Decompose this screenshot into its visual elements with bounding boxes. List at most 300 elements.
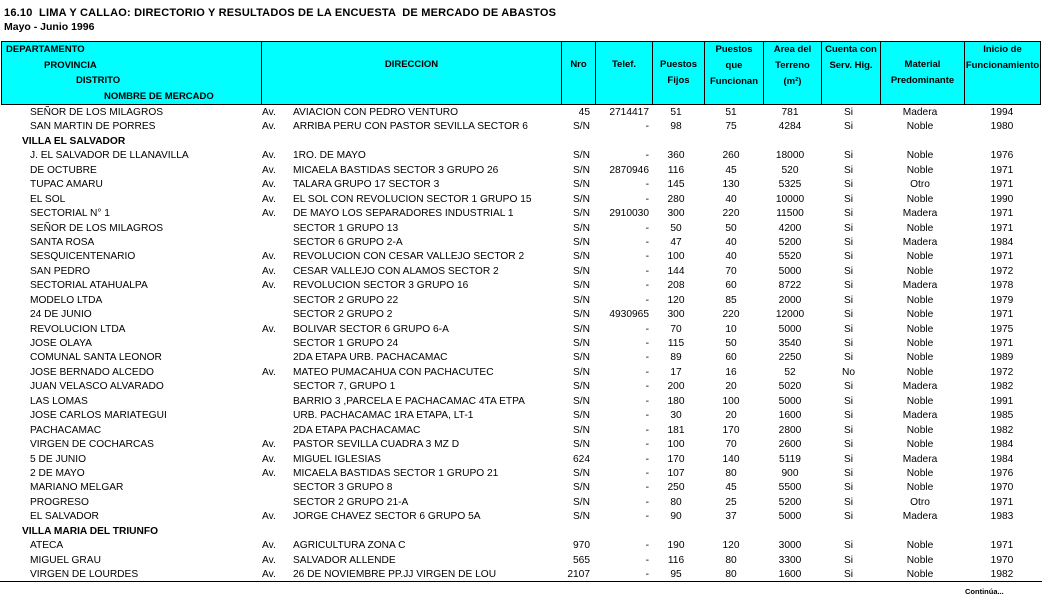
cell-av: Av. bbox=[262, 366, 276, 378]
cell-pq: 130 bbox=[722, 179, 740, 191]
cell-av: Av. bbox=[262, 280, 276, 292]
cell-pq: 75 bbox=[725, 121, 737, 133]
cell-name: LAS LOMAS bbox=[30, 395, 88, 407]
cell-ini: 1982 bbox=[990, 569, 1014, 580]
cell-cs: Si bbox=[843, 496, 854, 508]
cell-mat: Noble bbox=[906, 265, 934, 277]
cell-dir: SECTOR 1 GRUPO 24 bbox=[293, 338, 399, 349]
cell-mat: Noble bbox=[906, 424, 934, 436]
cell-nro: 624 bbox=[573, 453, 590, 465]
cell-name: SANTA ROSA bbox=[30, 236, 95, 248]
cell-area: 5200 bbox=[778, 496, 802, 508]
cell-dir: SECTOR 7, GRUPO 1 bbox=[293, 381, 396, 393]
cell-cs: Si bbox=[843, 540, 854, 552]
cell-area: 5000 bbox=[778, 265, 802, 277]
cell-name: MARIANO MELGAR bbox=[30, 482, 124, 494]
cell-area: 2000 bbox=[778, 294, 802, 306]
cell-name: PROGRESO bbox=[30, 496, 89, 508]
cell-ini: 1984 bbox=[990, 439, 1014, 451]
header-nombre-mercado: NOMBRE DE MERCADO bbox=[104, 91, 214, 102]
cell-pq: 70 bbox=[725, 265, 737, 277]
cell-nro: S/N bbox=[573, 381, 590, 393]
cell-mat: Madera bbox=[902, 107, 938, 118]
header-direccion: DIRECCION bbox=[261, 42, 561, 104]
cell-ini: 1971 bbox=[990, 208, 1014, 220]
cell-area: 2250 bbox=[778, 352, 802, 364]
cell-dir: MATEO PUMACAHUA CON PACHACUTEC bbox=[293, 366, 494, 378]
cell-tel: - bbox=[645, 193, 649, 205]
cell-area: 10000 bbox=[775, 193, 805, 205]
cell-tel: - bbox=[645, 179, 649, 191]
cell-av: Av. bbox=[262, 554, 276, 566]
cell-nro: S/N bbox=[573, 482, 590, 494]
cell-dir: MIGUEL IGLESIAS bbox=[293, 453, 381, 465]
cell-cs: Si bbox=[843, 352, 854, 364]
cell-cs: No bbox=[841, 366, 856, 378]
cell-cs: Si bbox=[843, 554, 854, 566]
cell-ini: 1971 bbox=[990, 338, 1014, 349]
cell-pf: 116 bbox=[667, 164, 685, 176]
cell-pf: 89 bbox=[670, 352, 682, 364]
cell-nro: S/N bbox=[573, 338, 590, 349]
cell-dir: CESAR VALLEJO CON ALAMOS SECTOR 2 bbox=[293, 265, 499, 277]
cell-cs: Si bbox=[843, 338, 854, 349]
cell-mat: Noble bbox=[906, 540, 934, 552]
cell-dir: MICAELA BASTIDAS SECTOR 1 GRUPO 21 bbox=[293, 467, 499, 479]
cell-mat: Noble bbox=[906, 150, 934, 162]
cell-cs: Si bbox=[843, 164, 854, 176]
cell-tel: - bbox=[645, 395, 649, 407]
cell-nro: S/N bbox=[573, 193, 590, 205]
cell-ini: 1971 bbox=[990, 309, 1014, 321]
cell-tel: - bbox=[645, 467, 649, 479]
cell-pq: 70 bbox=[725, 439, 737, 451]
cell-pf: 181 bbox=[667, 424, 685, 436]
cell-pq: 170 bbox=[722, 424, 740, 436]
cell-tel: - bbox=[645, 381, 649, 393]
cell-ini: 1971 bbox=[990, 164, 1014, 176]
cell-area: 1600 bbox=[778, 569, 802, 580]
cell-nro: 45 bbox=[578, 107, 590, 118]
table-row bbox=[0, 207, 1042, 221]
cell-name: COMUNAL SANTA LEONOR bbox=[30, 352, 162, 364]
cell-ini: 1972 bbox=[990, 265, 1014, 277]
cell-pf: 95 bbox=[670, 569, 682, 580]
cell-cs: Si bbox=[843, 439, 854, 451]
cell-ini: 1970 bbox=[990, 482, 1014, 494]
cell-pf: 250 bbox=[667, 482, 685, 494]
cell-name: EL SOL bbox=[30, 193, 66, 205]
cell-area: 4284 bbox=[778, 121, 802, 133]
cell-mat: Noble bbox=[906, 569, 934, 580]
header-departamento: DEPARTAMENTO bbox=[6, 44, 85, 55]
cell-pf: 120 bbox=[667, 294, 685, 306]
cell-pf: 300 bbox=[667, 309, 685, 321]
cell-cs: Si bbox=[843, 381, 854, 393]
cell-dir: SECTOR 2 GRUPO 2 bbox=[293, 309, 393, 321]
cell-nro: S/N bbox=[573, 164, 590, 176]
cell-av: Av. bbox=[262, 467, 276, 479]
cell-name: SEÑOR DE LOS MILAGROS bbox=[30, 222, 164, 234]
cell-pf: 17 bbox=[670, 366, 682, 378]
cell-name: JOSE OLAYA bbox=[30, 338, 92, 349]
cell-pf: 30 bbox=[670, 410, 682, 422]
cell-nro: S/N bbox=[573, 410, 590, 422]
cell-ini: 1971 bbox=[990, 496, 1014, 508]
cell-area: 12000 bbox=[775, 309, 805, 321]
cell-cs: Si bbox=[843, 280, 854, 292]
cell-tel: - bbox=[645, 222, 649, 234]
cell-pq: 40 bbox=[725, 193, 737, 205]
cell-pf: 116 bbox=[667, 554, 685, 566]
cell-mat: Noble bbox=[906, 395, 934, 407]
cell-area: 781 bbox=[781, 107, 799, 118]
cell-pf: 50 bbox=[670, 222, 682, 234]
cell-tel: - bbox=[645, 323, 649, 335]
cell-mat: Noble bbox=[906, 352, 934, 364]
cell-name: SECTORIAL N° 1 bbox=[30, 208, 110, 220]
cell-mat: Noble bbox=[906, 164, 934, 176]
cell-pf: 98 bbox=[670, 121, 682, 133]
cell-mat: Madera bbox=[902, 381, 938, 393]
cell-pf: 170 bbox=[667, 453, 685, 465]
cell-pq: 80 bbox=[725, 467, 737, 479]
report-subtitle: Mayo - Junio 1996 bbox=[4, 21, 95, 33]
cell-nro: S/N bbox=[573, 424, 590, 436]
cell-nro: S/N bbox=[573, 294, 590, 306]
cell-area: 2600 bbox=[778, 439, 802, 451]
cell-pq: 10 bbox=[725, 323, 737, 335]
cell-tel: - bbox=[645, 540, 649, 552]
cell-nro: S/N bbox=[573, 496, 590, 508]
cell-area: 18000 bbox=[775, 150, 805, 162]
cell-pf: 360 bbox=[667, 150, 685, 162]
table-header bbox=[1, 41, 1041, 105]
cell-dir: DE MAYO LOS SEPARADORES INDUSTRIAL 1 bbox=[293, 208, 514, 220]
cell-av: Av. bbox=[262, 179, 276, 191]
cell-dir: SECTOR 3 GRUPO 8 bbox=[293, 482, 393, 494]
header-telef: Telef. bbox=[595, 42, 652, 104]
cell-cs: Si bbox=[843, 236, 854, 248]
cell-name: SAN PEDRO bbox=[30, 265, 91, 277]
cell-name: MIGUEL GRAU bbox=[30, 554, 101, 566]
cell-cs: Si bbox=[843, 251, 854, 263]
header-puestos-fijos: Puestos Fijos bbox=[652, 42, 704, 104]
cell-dir: SECTOR 1 GRUPO 13 bbox=[293, 222, 399, 234]
cell-tel: - bbox=[645, 554, 649, 566]
cell-cs: Si bbox=[843, 569, 854, 580]
cell-pq: 60 bbox=[725, 352, 737, 364]
table-row bbox=[0, 149, 1042, 163]
cell-nro: S/N bbox=[573, 395, 590, 407]
cell-cs: Si bbox=[843, 511, 854, 523]
cell-ini: 1980 bbox=[990, 121, 1014, 133]
cell-dir: 1RO. DE MAYO bbox=[293, 150, 366, 162]
cell-nro: 970 bbox=[573, 540, 590, 552]
cell-pq: 60 bbox=[725, 280, 737, 292]
cell-area: 5325 bbox=[778, 179, 802, 191]
cell-av: Av. bbox=[262, 251, 276, 263]
cell-pq: 40 bbox=[725, 236, 737, 248]
cell-tel: - bbox=[645, 569, 649, 580]
cell-dir: AVIACION CON PEDRO VENTURO bbox=[293, 107, 459, 118]
cell-area: 4200 bbox=[778, 222, 802, 234]
table-row bbox=[0, 178, 1042, 192]
cell-mat: Noble bbox=[906, 482, 934, 494]
cell-av: Av. bbox=[262, 208, 276, 220]
cell-mat: Otro bbox=[910, 179, 930, 191]
cell-dir: PASTOR SEVILLA CUADRA 3 MZ D bbox=[293, 439, 460, 451]
table-row bbox=[0, 380, 1042, 394]
header-area-terreno: Area del Terreno (m²) bbox=[763, 42, 821, 104]
cell-nro: 565 bbox=[573, 554, 590, 566]
cell-ini: 1971 bbox=[990, 251, 1014, 263]
cell-tel: 2870946 bbox=[609, 164, 649, 176]
table-row bbox=[0, 222, 1042, 236]
cell-av: Av. bbox=[262, 150, 276, 162]
cell-pq: 25 bbox=[725, 496, 737, 508]
header-nro: Nro bbox=[561, 42, 595, 104]
cell-ini: 1983 bbox=[990, 511, 1014, 523]
cell-dir: AGRICULTURA ZONA C bbox=[293, 540, 406, 552]
cell-pq: 40 bbox=[725, 251, 737, 263]
cell-nro: S/N bbox=[573, 280, 590, 292]
cell-dir: SECTOR 2 GRUPO 21-A bbox=[293, 496, 409, 508]
cell-name: 2 DE MAYO bbox=[30, 467, 85, 479]
cell-ini: 1989 bbox=[990, 352, 1014, 364]
cell-cs: Si bbox=[843, 309, 854, 321]
table-row bbox=[0, 496, 1042, 510]
cell-cs: Si bbox=[843, 193, 854, 205]
cell-tel: - bbox=[645, 424, 649, 436]
cell-nro: S/N bbox=[573, 121, 590, 133]
cell-ini: 1976 bbox=[990, 467, 1014, 479]
cell-pq: 85 bbox=[725, 294, 737, 306]
cell-cs: Si bbox=[843, 265, 854, 277]
cell-pf: 200 bbox=[667, 381, 685, 393]
cell-nro: S/N bbox=[573, 265, 590, 277]
cell-pq: 140 bbox=[722, 453, 740, 465]
cell-cs: Si bbox=[843, 395, 854, 407]
cell-dir: SECTOR 6 GRUPO 2-A bbox=[293, 236, 403, 248]
cell-name: VIRGEN DE LOURDES bbox=[30, 569, 139, 580]
cell-dir: ARRIBA PERU CON PASTOR SEVILLA SECTOR 6 bbox=[293, 121, 528, 133]
cell-mat: Madera bbox=[902, 208, 938, 220]
cell-ini: 1990 bbox=[990, 193, 1014, 205]
table-row bbox=[0, 236, 1042, 250]
cell-area: 5020 bbox=[778, 381, 802, 393]
cell-av: Av. bbox=[262, 121, 276, 133]
cell-av: Av. bbox=[262, 265, 276, 277]
cell-mat: Noble bbox=[906, 554, 934, 566]
cell-pq: 45 bbox=[725, 164, 737, 176]
cell-ini: 1971 bbox=[990, 179, 1014, 191]
cell-mat: Noble bbox=[906, 338, 934, 349]
cell-dir: JORGE CHAVEZ SECTOR 6 GRUPO 5A bbox=[293, 511, 481, 523]
table-body bbox=[0, 106, 1042, 582]
cell-dir: MICAELA BASTIDAS SECTOR 3 GRUPO 26 bbox=[293, 164, 499, 176]
cell-pq: 100 bbox=[722, 395, 740, 407]
cell-tel: - bbox=[645, 280, 649, 292]
cell-name: SECTORIAL ATAHUALPA bbox=[30, 280, 148, 292]
cell-pf: 190 bbox=[667, 540, 685, 552]
cell-av: Av. bbox=[262, 107, 276, 118]
cell-tel: - bbox=[645, 511, 649, 523]
cell-name: 24 DE JUNIO bbox=[30, 309, 92, 321]
cell-av: Av. bbox=[262, 164, 276, 176]
cell-pf: 208 bbox=[667, 280, 685, 292]
cell-mat: Madera bbox=[902, 280, 938, 292]
cell-pf: 80 bbox=[670, 496, 682, 508]
cell-ini: 1991 bbox=[990, 395, 1014, 407]
cell-tel: - bbox=[645, 352, 649, 364]
cell-tel: 4930965 bbox=[609, 309, 649, 321]
cell-mat: Noble bbox=[906, 251, 934, 263]
cell-name: TUPAC AMARU bbox=[30, 179, 103, 191]
cell-cs: Si bbox=[843, 150, 854, 162]
cell-mat: Otro bbox=[910, 496, 930, 508]
cell-mat: Madera bbox=[902, 453, 938, 465]
cell-pf: 47 bbox=[670, 236, 682, 248]
table-row bbox=[0, 193, 1042, 207]
cell-area: 520 bbox=[781, 164, 799, 176]
cell-area: 8722 bbox=[778, 280, 802, 292]
header-material: Material Predominante bbox=[880, 42, 964, 104]
bottom-rule bbox=[0, 581, 1042, 582]
cell-name: VIRGEN DE COCHARCAS bbox=[30, 439, 154, 451]
cell-name: SESQUICENTENARIO bbox=[30, 251, 136, 263]
cell-mat: Noble bbox=[906, 222, 934, 234]
cell-dir: TALARA GRUPO 17 SECTOR 3 bbox=[293, 179, 440, 191]
cell-tel: - bbox=[645, 410, 649, 422]
cell-pq: 37 bbox=[725, 511, 737, 523]
cell-tel: - bbox=[645, 338, 649, 349]
cell-av: Av. bbox=[262, 193, 276, 205]
table-row bbox=[0, 294, 1042, 308]
cell-name: DE OCTUBRE bbox=[30, 164, 97, 176]
cell-ini: 1979 bbox=[990, 294, 1014, 306]
table-row bbox=[0, 510, 1042, 524]
cell-dir: 2DA ETAPA PACHACAMAC bbox=[293, 424, 421, 436]
cell-name: JOSE CARLOS MARIATEGUI bbox=[30, 410, 167, 422]
cell-ini: 1971 bbox=[990, 540, 1014, 552]
cell-pf: 90 bbox=[670, 511, 682, 523]
table-row bbox=[0, 366, 1042, 380]
cell-name: SEÑOR DE LOS MILAGROS bbox=[30, 107, 164, 118]
table-row bbox=[0, 164, 1042, 178]
cell-mat: Noble bbox=[906, 323, 934, 335]
cell-area: 5000 bbox=[778, 511, 802, 523]
table-row bbox=[0, 424, 1042, 438]
cell-cs: Si bbox=[843, 424, 854, 436]
cell-area: 900 bbox=[781, 467, 799, 479]
cell-pq: 45 bbox=[725, 482, 737, 494]
cell-nro: S/N bbox=[573, 467, 590, 479]
cell-dir: SECTOR 2 GRUPO 22 bbox=[293, 294, 399, 306]
cell-ini: 1972 bbox=[990, 366, 1014, 378]
cell-ini: 1994 bbox=[990, 107, 1014, 118]
continua-note: Continúa... bbox=[965, 587, 1004, 596]
cell-pf: 100 bbox=[667, 251, 685, 263]
cell-area: 3540 bbox=[778, 338, 802, 349]
cell-tel: - bbox=[645, 496, 649, 508]
cell-ini: 1984 bbox=[990, 236, 1014, 248]
cell-pq: 220 bbox=[722, 208, 740, 220]
header-cuenta-serv-hig: Cuenta con Serv. Hig. bbox=[821, 42, 880, 104]
district-heading: VILLA MARIA DEL TRIUNFO bbox=[22, 525, 159, 537]
table-row bbox=[0, 250, 1042, 264]
table-row bbox=[0, 120, 1042, 134]
cell-tel: - bbox=[645, 265, 649, 277]
cell-tel: - bbox=[645, 121, 649, 133]
cell-tel: - bbox=[645, 251, 649, 263]
cell-mat: Noble bbox=[906, 366, 934, 378]
cell-pf: 51 bbox=[670, 107, 682, 118]
cell-dir: EL SOL CON REVOLUCION SECTOR 1 GRUPO 15 bbox=[293, 193, 532, 205]
cell-dir: REVOLUCION CON CESAR VALLEJO SECTOR 2 bbox=[293, 251, 525, 263]
cell-dir: REVOLUCION SECTOR 3 GRUPO 16 bbox=[293, 280, 469, 292]
cell-area: 52 bbox=[784, 366, 796, 378]
cell-name: MODELO LTDA bbox=[30, 294, 103, 306]
cell-pq: 50 bbox=[725, 338, 737, 349]
cell-pq: 20 bbox=[725, 381, 737, 393]
cell-ini: 1985 bbox=[990, 410, 1014, 422]
table-row bbox=[0, 279, 1042, 293]
cell-name: REVOLUCION LTDA bbox=[30, 323, 126, 335]
cell-area: 5119 bbox=[779, 453, 801, 465]
cell-area: 5000 bbox=[778, 323, 802, 335]
cell-pf: 70 bbox=[670, 323, 682, 335]
cell-pf: 100 bbox=[667, 439, 685, 451]
cell-mat: Madera bbox=[902, 511, 938, 523]
cell-pf: 115 bbox=[667, 338, 685, 349]
cell-name: 5 DE JUNIO bbox=[30, 453, 87, 465]
cell-av: Av. bbox=[262, 511, 276, 523]
cell-name: JUAN VELASCO ALVARADO bbox=[30, 381, 164, 393]
cell-nro: S/N bbox=[573, 236, 590, 248]
cell-cs: Si bbox=[843, 121, 854, 133]
cell-pf: 300 bbox=[667, 208, 685, 220]
cell-tel: - bbox=[645, 482, 649, 494]
table-row bbox=[0, 481, 1042, 495]
table-row bbox=[0, 539, 1042, 553]
cell-nro: 2107 bbox=[567, 569, 590, 580]
cell-cs: Si bbox=[843, 179, 854, 191]
cell-pf: 180 bbox=[667, 395, 685, 407]
cell-pq: 220 bbox=[722, 309, 740, 321]
cell-pf: 280 bbox=[667, 193, 685, 205]
cell-name: SAN MARTIN DE PORRES bbox=[30, 121, 156, 133]
cell-ini: 1970 bbox=[990, 554, 1014, 566]
cell-cs: Si bbox=[843, 482, 854, 494]
table-row bbox=[0, 438, 1042, 452]
table-row bbox=[0, 395, 1042, 409]
cell-nro: S/N bbox=[573, 439, 590, 451]
cell-pq: 80 bbox=[725, 569, 737, 580]
cell-ini: 1984 bbox=[990, 453, 1014, 465]
cell-area: 5520 bbox=[778, 251, 802, 263]
cell-av: Av. bbox=[262, 453, 276, 465]
cell-nro: S/N bbox=[573, 352, 590, 364]
cell-dir: URB. PACHACAMAC 1RA ETAPA, LT-1 bbox=[293, 410, 474, 422]
cell-mat: Noble bbox=[906, 294, 934, 306]
cell-name: J. EL SALVADOR DE LLANAVILLA bbox=[30, 150, 189, 162]
cell-av: Av. bbox=[262, 540, 276, 552]
cell-area: 5200 bbox=[778, 236, 802, 248]
report-title: 16.10 LIMA Y CALLAO: DIRECTORIO Y RESULTADOS DE LA ENCUESTA DE MERCADO DE ABASTOS bbox=[4, 7, 557, 19]
cell-area: 3300 bbox=[778, 554, 802, 566]
cell-ini: 1982 bbox=[990, 424, 1014, 436]
